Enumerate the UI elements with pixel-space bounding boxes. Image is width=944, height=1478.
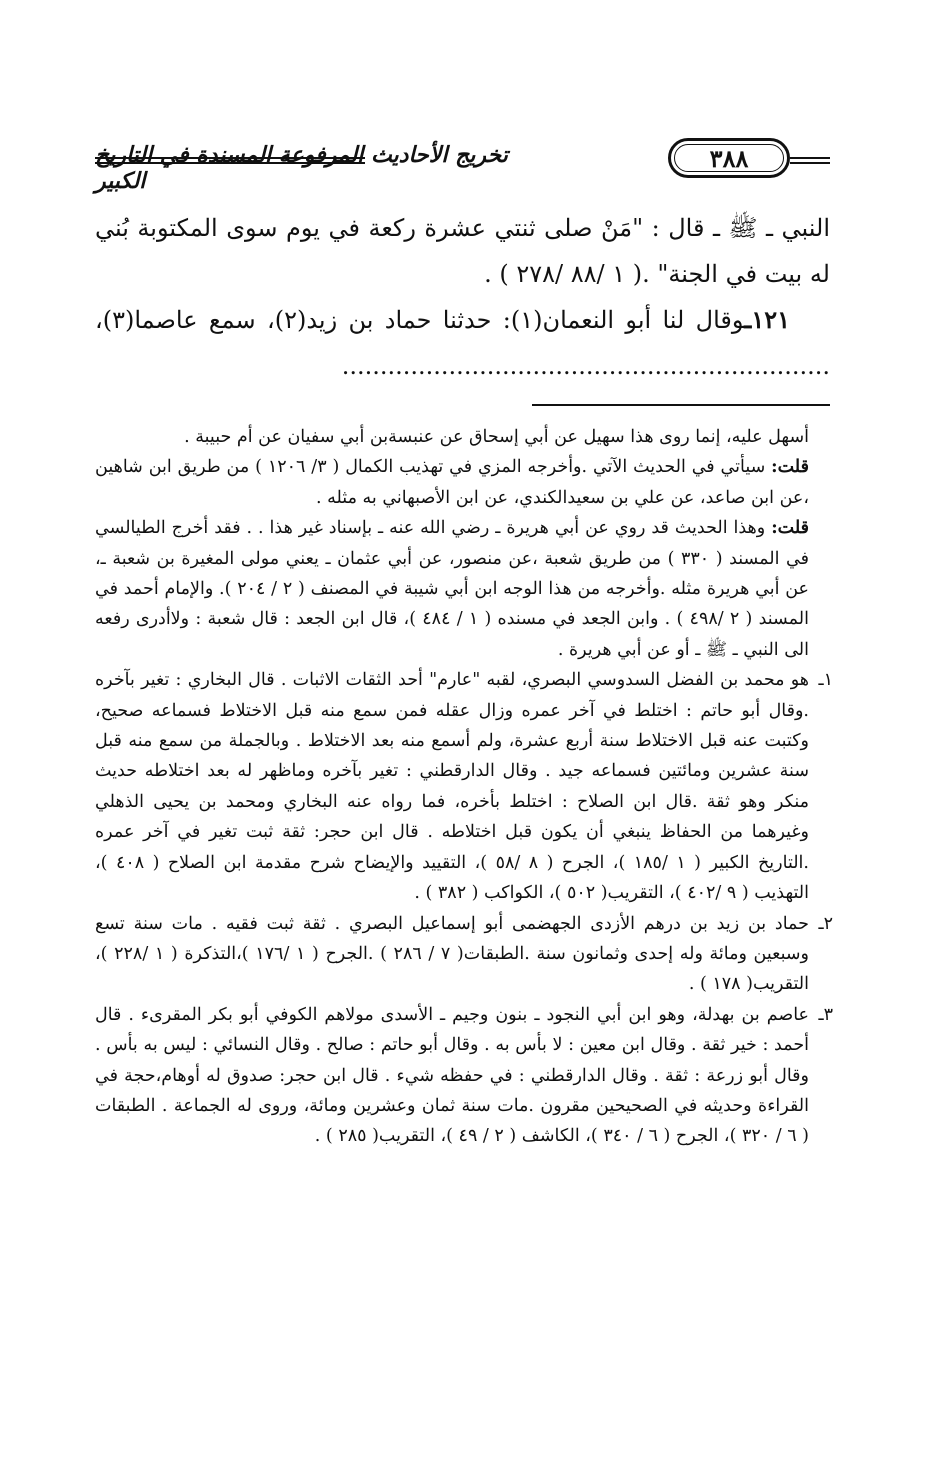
- qult-label: قلت:: [771, 518, 809, 539]
- qult-label: قلت:: [771, 457, 809, 478]
- footnote-3-text: عاصم بن بهدلة، وهو ابن أبي النجود ـ بنون وجيم ـ الأسدى مولاهم الكوفي أبو بكر المقرىء . قال أحمد : خير ثقة . وقال ابن معين : لا بأس به . وقال أبو حاتم : صالح . وقال النسائي : ليس به بأس . وقال أبو زرعة : ثقة . وقال الدارقطني : في حفظه شيء . قال ابن حجر: صدوق له أوهام،حجة في القراءة وحديثه في الصحيحين مقرون .مات سنة ثمان وعشرين ومائة، وروى له الجماعة . الطبقات ( ٦ / ٣٢٠ )، الجرح ( ٦ / ٣٤٠ )، الكاشف ( ٢ / ٤٩ )، التقريب( ٢٨٥ ) .: [95, 1004, 809, 1147]
- footnote-qult-2: [95, 513, 833, 665]
- hadith-text: وقال لنا أبو النعمان(١): حدثنا حماد بن زيد(٢)، سمع عاصما(٣)،: [95, 306, 745, 334]
- footnote-2-text: حماد بن زيد بن درهم الأزدى الجهضمى أبو إسماعيل البصري . ثقة ثبت فقيه . مات سنة تسع وسبعين ومائة وله إحدى وثمانون سنة .الطبقات( ٧ / ٢٨٦ ) .الجرح ( ١ /١٧٦ )،التذكرة ( ١ /٢٢٨ )، التقريب( ١٧٨ ) .: [95, 913, 809, 995]
- qult-text-2: وهذا الحديث قد روي عن أبي هريرة ـ رضي الله عنه ـ بإسناد غير هذا . . فقد أخرج الطيالسي في المسند ( ٣٣٠ ) من طريق شعبة ،عن منصور، عن أبي عثمان ـ يعني مولى المغيرة بن شعبة ـ، عن أبي هريرة مثله .وأخرجه من هذا الوجه ابن أبي شيبة في المصنف ( ٢ / ٢٠٤ ). والإمام أحمد في المسند ( ٢ /٤٩٨ ) . وابن الجعد في مسنده ( ١ / ٤٨٤ )، قال ابن الجعد : قال شعبة : ولاأدرى رفعه الى النبي ـ ﷺ ـ أو عن أبي هريرة .: [95, 518, 809, 660]
- footnote-qult-1: [95, 452, 833, 513]
- page-number: ٣٨٨: [709, 143, 749, 173]
- running-title: تخريج الأحاديث المرفوعة المسندة في التاريخ الكبير: [95, 142, 508, 194]
- footnote-2-number: ٢ـ: [818, 913, 833, 934]
- footnote-1: [95, 665, 833, 908]
- main-text: [95, 205, 830, 389]
- footnote-1-text: هو محمد بن الفضل السدوسي البصري، لقبه "عارم" أحد الثقات الاثبات . قال البخاري : تغير بآخره .وقال أبو حاتم : اختلط في آخر عمره وزال عقله فمن سمع منه قبل الاختلاط فسماعه صحيح، وكتبت عنه قبل الاختلاط سنة أربع عشرة، ولم أسمع منه بعد الاختلاط . وبالجملة من سمع منه قبل سنة عشرين ومائتين فسماعه جيد . وقال الدارقطني : تغير بآخره وماظهر له بعد اختلاطه حديث منكر وهو ثقة .قال ابن الصلاح : اختلط بأخره، فما رواه عنه البخاري ومحمد بن يحيى الذهلي وغيرهما من الحفاظ ينبغي أن يكون قبل اختلاطه . قال ابن حجر: ثقة ثبت تغير في آخر عمره .التاريخ الكبير ( ١ /١٨٥ )، الجرح ( ٨ /٥٨ )، التقييد والإيضاح شرح مقدمة ابن الصلاح ( ٤٠٨ )، التهذيب ( ٩ /٤٠٢ )، التقريب( ٥٠٢ )، الكواكب ( ٣٨٢ ) .: [95, 670, 809, 904]
- footnotes: [95, 422, 833, 1152]
- main-paragraph-1: النبي ـ ﷺ ـ قال : "مَنْ صلى ثنتي عشرة ركعة في يوم سوى المكتوبة بُني له بيت في الجنة" .( ١ /٨٨ /٢٧٨ ) .: [95, 214, 830, 288]
- main-paragraph-2: [95, 297, 830, 389]
- page-number-badge: [668, 138, 790, 178]
- footnote-divider: [532, 404, 830, 406]
- header-rule-right: [790, 157, 830, 164]
- footnote-3-number: ٣ـ: [818, 1004, 833, 1025]
- hadith-number: ١٢١ـ: [744, 305, 790, 334]
- footnote-continuation: أسهل عليه، إنما روى هذا سهيل عن أبي إسحاق عن عنبسةبن أبي سفيان عن أم حبيبة .: [184, 427, 809, 447]
- ellipsis-dots: ................................................................: [341, 352, 830, 380]
- footnote-2: [95, 909, 833, 1000]
- page-header: [95, 138, 830, 194]
- qult-text-1: سيأتي في الحديث الآتي .وأخرجه المزي في تهذيب الكمال ( ٣/ ١٢٠٦ ) من طريق ابن شاهين ،عن ابن صاعد، عن علي بن سعيدالكندي، عن ابن الأصبهاني به مثله .: [95, 457, 809, 508]
- footnote-3: [95, 1000, 833, 1152]
- footnote-1-number: ١ـ: [818, 670, 833, 691]
